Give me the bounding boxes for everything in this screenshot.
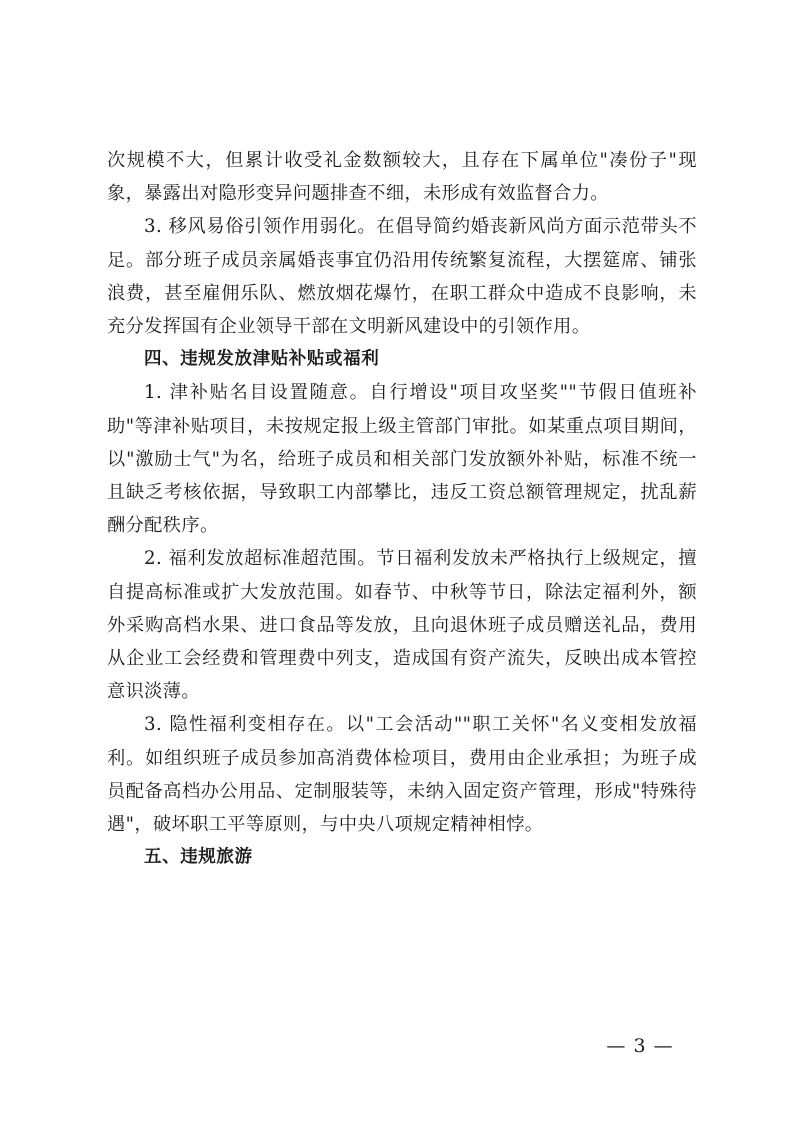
paragraph-item-1-allowance: 1. 津补贴名目设置随意。自行增设"项目攻坚奖""节假日值班补助"等津补贴项目，未按规定报上级主管部门审批。如某重点项目期间，以"激励士气"为名，给班子成员和相关部门发放额外补贴，标准不统一且缺乏考核依据，导致职工内部攀比，违反工资总额管理规定，扰乱薪酬分配秩序。 bbox=[107, 382, 697, 537]
paragraph-continuation: 次规模不大，但累计收受礼金数额较大，且存在下属单位"凑份子"现象，暴露出对隐形变异问题排查不细，未形成有效监督合力。 bbox=[107, 150, 697, 205]
section-heading-4: 四、违规发放津贴补贴或福利 bbox=[144, 349, 380, 370]
paragraph-item-3-hidden-welfare: 3. 隐性福利变相存在。以"工会活动""职工关怀"名义变相发放福利。如组织班子成员参加高消费体检项目，费用由企业承担；为班子成员配备高档办公用品、定制服装等，未纳入固定资产管理，形成"特殊待遇"，破坏职工平等原则，与中央八项规定精神相悖。 bbox=[107, 714, 697, 836]
paragraph-item-2-welfare: 2. 福利发放超标准超范围。节日福利发放未严格执行上级规定，擅自提高标准或扩大发放范围。如春节、中秋等节日，除法定福利外，额外采购高档水果、进口食品等发放，且向退休班子成员赠送礼品，费用从企业工会经费和管理费中列支，造成国有资产流失，反映出成本管控意识淡薄。 bbox=[107, 548, 697, 703]
page-number: — 3 — bbox=[606, 1035, 674, 1057]
document-body bbox=[107, 144, 697, 874]
section-heading-5: 五、违规旅游 bbox=[144, 847, 253, 868]
paragraph-item-3-customs: 3. 移风易俗引领作用弱化。在倡导简约婚丧新风尚方面示范带头不足。部分班子成员亲属婚丧事宜仍沿用传统繁复流程，大摆筵席、铺张浪费，甚至雇佣乐队、燃放烟花爆竹，在职工群众中造成不良影响，未充分发挥国有企业领导干部在文明新风建设中的引领作用。 bbox=[107, 216, 697, 338]
